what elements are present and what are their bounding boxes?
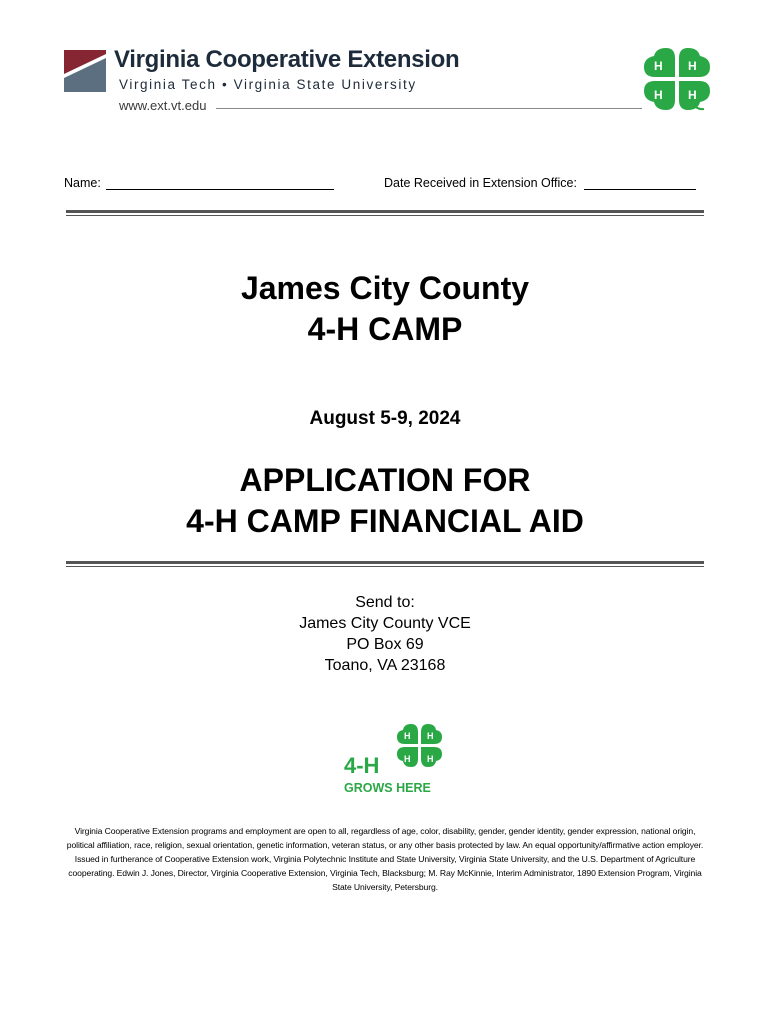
name-field[interactable] [106,189,334,190]
grows-logo-tagline: GROWS HERE [344,781,431,795]
camp-dates: August 5-9, 2024 [309,408,461,429]
4-h-clover-icon [642,46,712,112]
camp-title: 4-H CAMP [307,311,463,347]
svg-text:H: H [688,59,697,73]
vce-logo [64,46,664,116]
svg-text:H: H [688,88,697,102]
top-divider [66,210,704,216]
application-title: APPLICATION FOR [239,462,531,498]
eeo-disclaimer: Virginia Cooperative Extension programs and employment are open to all, regardless of age, color, disability, gender, gender identity, gender expression, national origin, political affiliation, race, religion, sexual orientation, genetic information, veteran status, or any other basis protected by law. An equal opportunity/affirmative action employer. Issued in furtherance of Cooperative Extension work, Virginia Polytechnic Institute and State University, Virginia State University, and the U.S. Department of Agriculture cooperating. Edwin J. Jones, Director, Virginia Cooperative Extension, Virginia Tech, Blacksburg; M. Ray McKinnie, Interim Administrator, 1890 Extension Program, Virginia State University, Petersburg. [66,826,704,892]
grows-logo-4h-text: 4-H [344,753,380,778]
send-to-name: James City County VCE [299,615,471,632]
svg-text:H: H [427,754,434,764]
org-partners: Virginia Tech • Virginia State University [119,77,417,92]
date-received-label: Date Received in Extension Office: [384,176,577,190]
svg-text:H: H [404,754,411,764]
name-label: Name: [64,176,101,190]
county-title: James City County [240,270,530,306]
org-name: Virginia Cooperative Extension [114,46,460,73]
svg-text:H: H [404,731,411,741]
header-divider [216,108,642,109]
svg-text:H: H [654,59,663,73]
send-to-label: Send to: [355,594,415,611]
send-to-po-box: PO Box 69 [346,636,424,653]
4-h-grows-here-logo [340,720,450,800]
financial-aid-title: 4-H CAMP FINANCIAL AID [186,503,584,539]
svg-text:H: H [427,731,434,741]
svg-text:H: H [654,88,663,102]
date-received-field[interactable] [584,189,696,190]
send-to-city: Toano, VA 23168 [324,657,446,674]
vce-mark-icon [64,50,106,92]
org-url[interactable]: www.ext.vt.edu [119,98,207,113]
middle-divider [66,561,704,567]
